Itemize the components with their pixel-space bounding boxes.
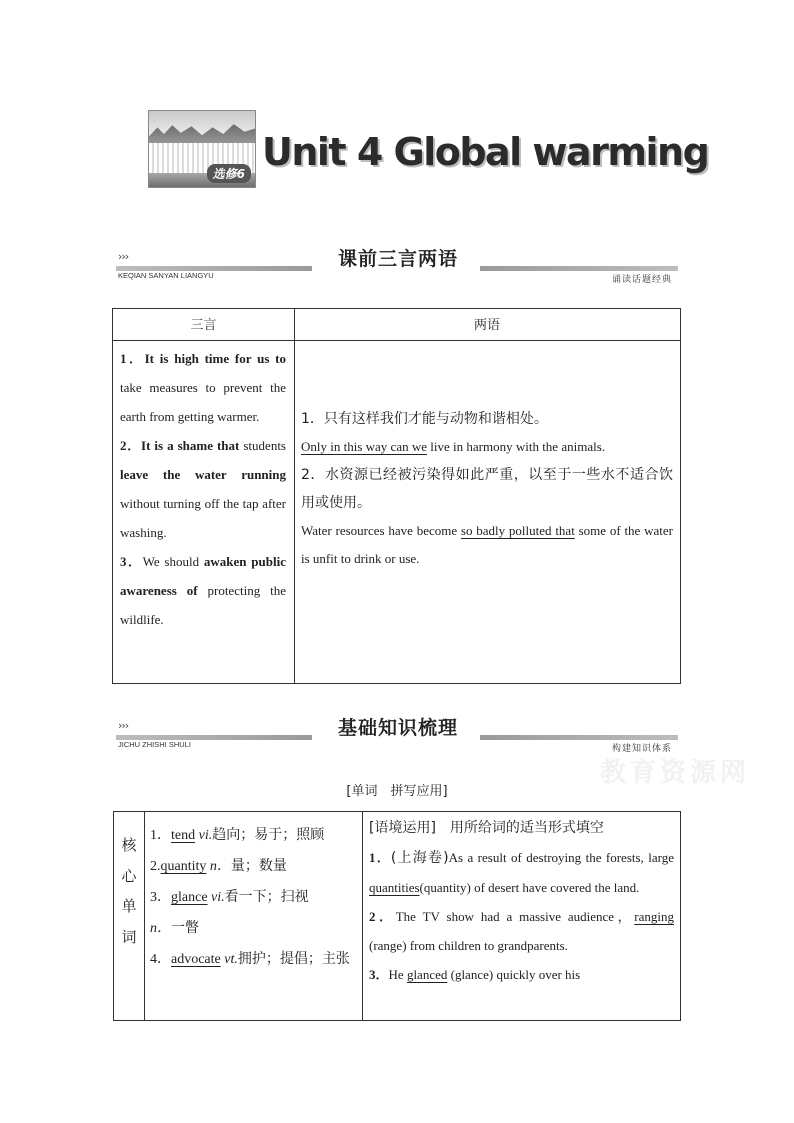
phrases-table	[112, 308, 681, 684]
section-heading: 基础知识梳理	[337, 717, 458, 739]
sanyan-item-2: 2．It is a shame that students leave the water running without turning off the tap after washing.	[120, 438, 286, 540]
word-item-tend: 1．tend vi.趋向；易于；照顾	[150, 827, 325, 843]
section-header-keqian	[116, 244, 678, 284]
liangyu-cn-2: 2．水资源已经被污染得如此严重，以至于一些水不适合饮用或使用。	[301, 467, 673, 511]
section-subheading: 构建知识体系	[611, 744, 672, 754]
sanyan-item-3: 3．We should awaken public awareness of protecting the wildlife.	[120, 554, 286, 627]
divider-right	[480, 266, 678, 271]
liangyu-column	[301, 405, 673, 573]
liangyu-en-1: Only in this way can we live in harmony with the animals.	[301, 439, 606, 454]
section-heading: 课前三言两语	[337, 248, 458, 270]
word-item-quantity: 2.quantity n．量；数量	[150, 858, 287, 874]
page-title: Unit 4 Global warming	[262, 130, 709, 174]
word-item-glance-noun: n．一瞥	[150, 920, 199, 936]
section-pinyin: KEQIAN SANYAN LIANGYU	[118, 271, 214, 280]
liangyu-cn-1: 1．只有这样我们才能与动物和谐相处。	[301, 411, 548, 427]
word-item-advocate: 4．advocate vt.拥护；提倡；主张	[150, 951, 350, 967]
divider-right	[480, 735, 678, 740]
vocab-table	[113, 811, 681, 1021]
exercise-header: [语境运用] 用所给词的适当形式填空	[369, 820, 604, 836]
header-sanyan: 三言	[190, 318, 217, 333]
header-liangyu: 两语	[473, 318, 500, 333]
chevrons-icon: ›››	[118, 719, 129, 732]
section-header-jichu	[116, 713, 678, 753]
exercise-1: 1．(上海卷)As a result of destroying the forests, large quantities(quantity) of desert have covered the land.	[369, 850, 674, 895]
sanyan-item-1: 1．It is high time for us to take measures to prevent the earth from getting warmer.	[120, 351, 286, 424]
sanyan-column	[120, 344, 286, 634]
thumb-label: 选修6	[207, 164, 251, 183]
word-item-glance: 3．glance vi.看一下；扫视	[150, 889, 309, 905]
unit-banner	[148, 110, 709, 190]
core-words-label: 核 心 单 词	[121, 836, 137, 946]
exercise-2: 2．The TV show had a massive audience，ranging (range) from children to grandparents.	[369, 909, 674, 953]
exercise-3: 3．He glanced (glance) quickly over his	[369, 967, 581, 982]
waterfall-thumbnail	[148, 110, 256, 188]
watermark: 教育资源网	[600, 758, 751, 788]
chevrons-icon: ›››	[118, 250, 129, 263]
liangyu-en-2: Water resources have become so badly polluted that some of the water is unfit to drink or use.	[301, 523, 673, 566]
section-subheading: 诵读话题经典	[611, 275, 672, 285]
word-list	[150, 820, 356, 975]
section-pinyin: JICHU ZHISHI SHULI	[118, 740, 191, 749]
context-exercises	[369, 814, 674, 989]
vocab-subtitle: [单词 拼写应用]	[346, 784, 448, 799]
